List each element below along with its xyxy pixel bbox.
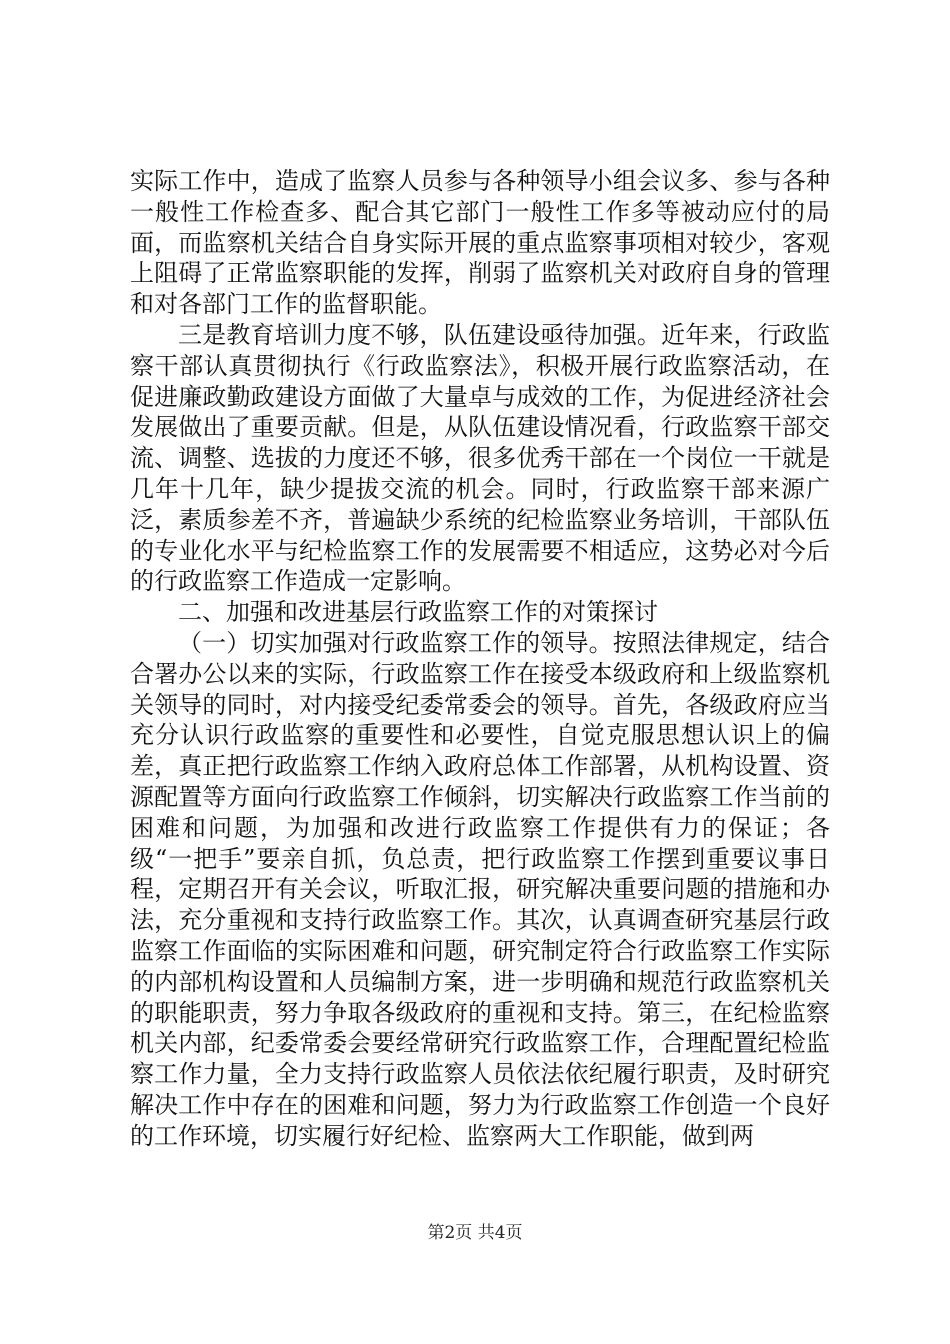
paragraph-leadership: （一）切实加强对行政监察工作的领导。按照法律规定，结合合署办公以来的实际，行政监察工作在接受本级政府和上级监察机关领导的同时，对内接受纪委常委会的领导。首先，各级政府应当充分认识行政监察的重要性和必要性，自觉克服思想认识上的偏差，真正把行政监察工作纳入政府总体工作部署，从机构设置、资源配置等方面向行政监察工作倾斜，切实解决行政监察工作当前的困难和问题，为加强和改进行政监察工作提供有力的保证；各级“一把手”要亲自抓，负总责，把行政监察工作摆到重要议事日程，定期召开有关会议，听取汇报，研究解决重要问题的措施和办法，充分重视和支持行政监察工作。其次，认真调查研究基层行政监察工作面临的实际困难和问题，研究制定符合行政监察工作实际的内部机构设置和人员编制方案，进一步明确和规范行政监察机关的职能职责，努力争取各级政府的重视和支持。第三，在纪检监察机关内部，纪委常委会要经常研究行政监察工作，合理配置纪检监察工作力量，全力支持行政监察人员依法依纪履行职责，及时研究解决工作中存在的困难和问题，努力为行政监察工作创造一个良好的工作环境，切实履行好纪检、监察两大工作职能，做到两 [130, 628, 830, 1150]
section-heading: 二、加强和改进基层行政监察工作的对策探讨 [178, 598, 658, 627]
paragraph-continuation: 实际工作中，造成了监察人员参与各种领导小组会议多、参与各种一般性工作检查多、配合其它部门一般性工作多等被动应付的局面，而监察机关结合自身实际开展的重点监察事项相对较少，客观上阻碍了正常监察职能的发挥，削弱了监察机关对政府自身的管理和对各部门工作的监督职能。 [130, 167, 830, 319]
page-footer: 第2页 共4页 [427, 1223, 523, 1243]
document-body [130, 166, 830, 1152]
paragraph-team-building: 三是教育培训力度不够，队伍建设亟待加强。近年来，行政监察干部认真贯彻执行《行政监察法》，积极开展行政监察活动，在促进廉政勤政建设方面做了大量卓与成效的工作，为促进经济社会发展做出了重要贡献。但是，从队伍建设情况看，行政监察干部交流、调整、选拔的力度还不够，很多优秀干部在一个岗位一干就是几年十几年，缺少提拔交流的机会。同时，行政监察干部来源广泛，素质参差不齐，普遍缺少系统的纪检监察业务培训，干部队伍的专业化水平与纪检监察工作的发展需要不相适应，这势必对今后的行政监察工作造成一定影响。 [130, 320, 830, 596]
